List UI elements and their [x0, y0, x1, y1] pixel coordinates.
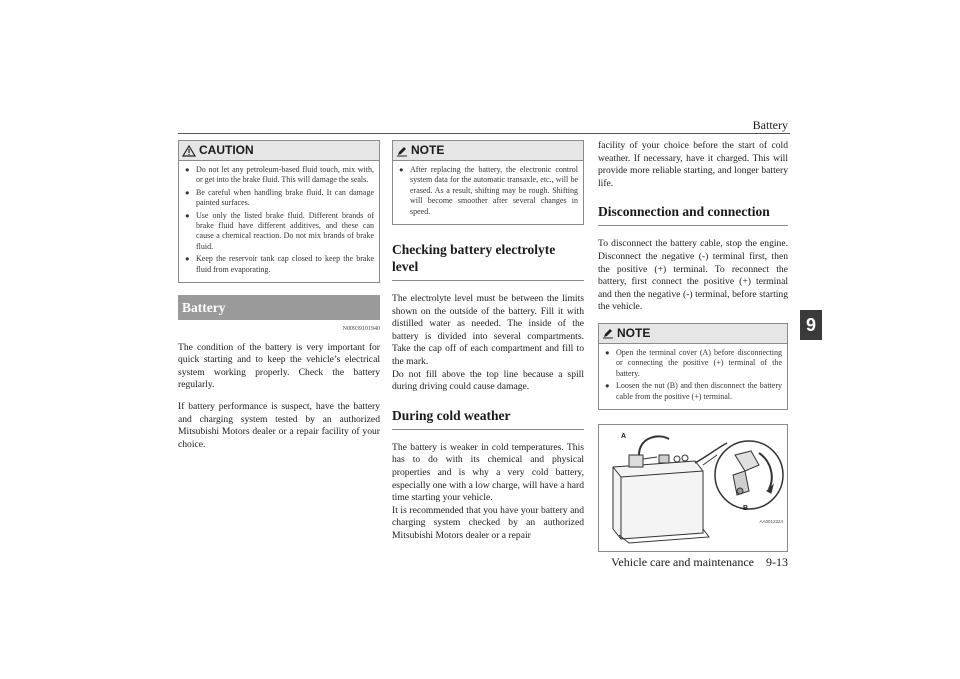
pencil-note-icon: [396, 145, 408, 157]
page-footer: Vehicle care and maintenance 9-13: [611, 555, 788, 569]
caution-header: [179, 141, 379, 161]
figure-label-a: A: [621, 432, 627, 440]
caution-box: [178, 140, 380, 283]
chapter-tab: 9: [800, 310, 822, 340]
note-header-2: [599, 324, 787, 344]
battery-illustration: [599, 425, 787, 551]
note-header: [393, 141, 583, 161]
disconnect-section-title: Disconnection and connection: [598, 203, 788, 226]
continued-paragraph: facility of your choice before the start of cold weather. If necessary, have it charged. This will provide more reliable starting, and longer battery life.: [598, 140, 788, 189]
battery-paragraph: If battery performance is suspect, have the battery and charging system tested by an authorized Mitsubishi Motors dealer or a repair facility of your choice.: [178, 401, 380, 450]
pencil-note-icon: [602, 327, 614, 339]
warning-triangle-icon: [182, 145, 196, 157]
figure-label-b: B: [743, 504, 749, 512]
battery-paragraph: The condition of the battery is very important for quick starting and to keep the vehicle’s electrical system working properly. Check the battery regularly.: [178, 341, 380, 391]
note-box-2: [598, 323, 788, 410]
note-list-2: [599, 344, 787, 409]
electrolyte-paragraph: The electrolyte level must be between the limits shown on the outside of the battery. Fill it with distilled water as needed. The inside of the battery is divided into several compartments. Take the cap off of each compartment and fill to the mark.: [392, 293, 584, 367]
caution-list: [179, 161, 379, 282]
header-rule: [178, 133, 790, 134]
note-box: [392, 140, 584, 225]
caution-label: CAUTION: [199, 143, 254, 158]
column-1: [178, 140, 380, 460]
caution-item: ● Use only the listed brake fluid. Different brands of brake fluid have different additives, and these can cause a chemical reaction. Do not mix brands of brake fluid.: [184, 211, 374, 253]
note-label: NOTE: [411, 143, 445, 158]
note-item: ● Open the terminal cover (A) before disconnecting or connecting the positive (+) terminal of the battery.: [604, 348, 782, 379]
section-reference-number: N00939101940: [342, 326, 380, 333]
column-3: [598, 140, 788, 552]
battery-terminal-figure: [598, 424, 788, 552]
figure-code: AA0012224: [759, 519, 783, 525]
note-label-2: NOTE: [617, 326, 651, 341]
note-item: ● Loosen the nut (B) and then disconnect the battery cable from the positive (+) terminal.: [604, 381, 782, 402]
caution-item: ● Do not let any petroleum-based fluid touch, mix with, or get into the brake fluid. This will damage the seals.: [184, 165, 374, 186]
cold-weather-paragraph: The battery is weaker in cold temperatures. This has to do with its chemical and physical properties and is why a very cold battery, especially one with a low charge, will have a hard time starting your vehicle.: [392, 441, 584, 504]
note-item: ● After replacing the battery, the electronic control system data for the automatic transaxle, etc., will be erased. As a result, shifting may be rough. Shifting will become smoother after several changes in speed.: [398, 165, 578, 217]
caution-item: ● Be careful when handling brake fluid. It can damage painted surfaces.: [184, 188, 374, 209]
column-2: [392, 140, 584, 552]
cold-weather-section-title: During cold weather: [392, 407, 584, 430]
battery-section-title: Battery: [178, 295, 380, 320]
caution-item: ● Keep the reservoir tank cap closed to keep the brake fluid from evaporating.: [184, 254, 374, 275]
page-header-title: Battery: [752, 118, 788, 132]
cold-weather-paragraph: It is recommended that you have your battery and charging system checked by an authorized Mitsubishi Motors dealer or a repair: [392, 504, 584, 541]
electrolyte-paragraph: Do not fill above the top line because a spill during driving could cause damage.: [392, 368, 584, 393]
disconnect-paragraph: To disconnect the battery cable, stop the engine. Disconnect the negative (-) terminal first, then the positive (+) terminal. To reconnect the battery, first connect the positive (+) terminal and then the negative (-) terminal, before starting the vehicle.: [598, 238, 788, 313]
electrolyte-section-title: Checking battery electrolyte level: [392, 241, 584, 281]
note-list: [393, 161, 583, 224]
